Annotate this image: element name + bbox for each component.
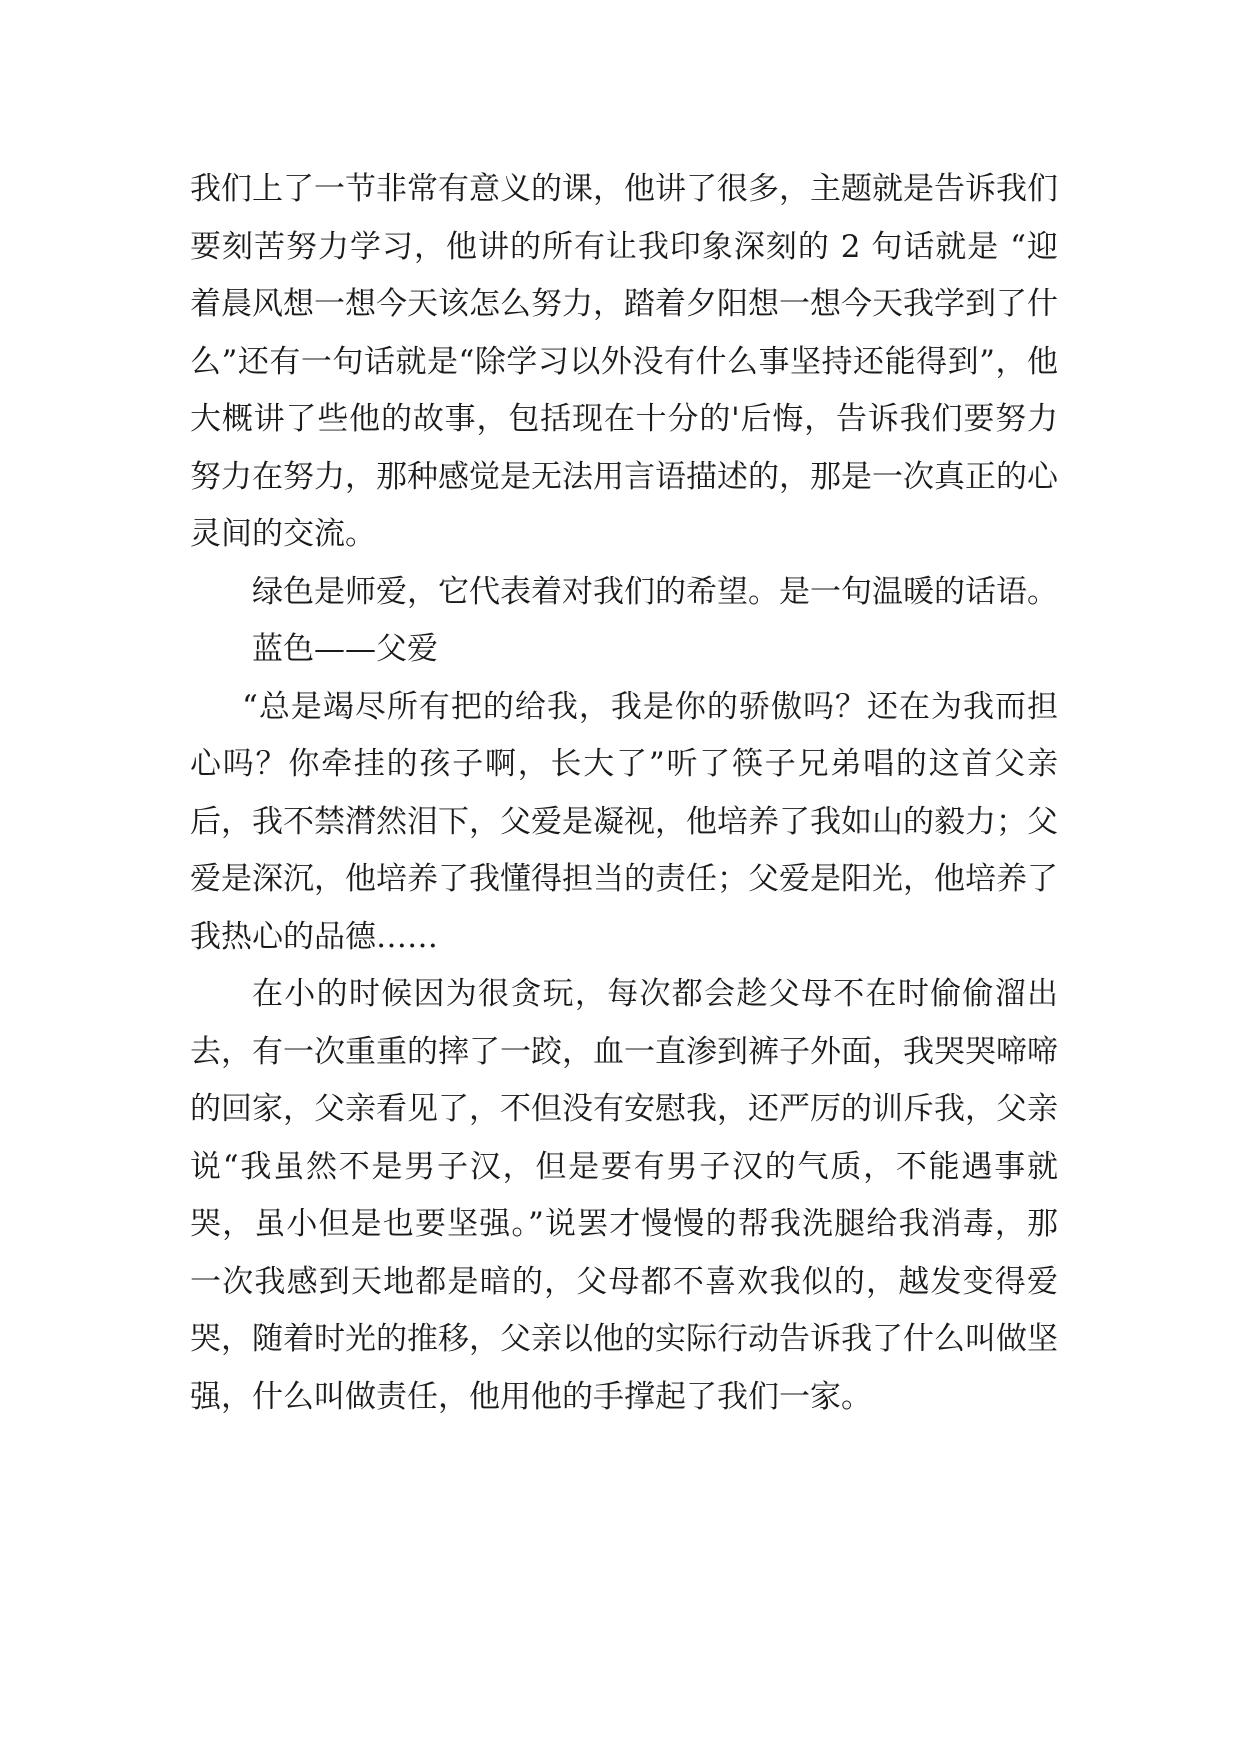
paragraph-teacher-lesson: 我们上了一节非常有意义的课，他讲了很多，主题就是告诉我们要刻苦努力学习，他讲的所有让我印象深刻的 2 句话就是 “迎着晨风想一想今天该怎么努力，踏着夕阳想一想今天我学到了什么”还有一句话就是“除学习以外没有什么事坚持还能得到”，他大概讲了些他的故事，包括现在十分的'后悔，告诉我们要努力努力在努力，那种感觉是无法用言语描述的，那是一次真正的心灵间的交流。 (190, 171, 1058, 552)
paragraph-father-song: “总是竭尽所有把的给我，我是你的骄傲吗？还在为我而担心吗？你牵挂的孩子啊，长大了”听了筷子兄弟唱的这首父亲后，我不禁潸然泪下，父爱是凝视，他培养了我如山的毅力；父爱是深沉，他培养了我懂得担当的责任；父爱是阳光，他培养了我热心的品德…… (190, 688, 1058, 955)
paragraph-childhood-story: 在小的时候因为很贪玩，每次都会趁父母不在时偷偷溜出去，有一次重重的摔了一跤，血一直渗到裤子外面，我哭哭啼啼的回家，父亲看见了，不但没有安慰我，还严厉的训斥我，父亲说“我虽然不是男子汉，但是要有男子汉的气质，不能遇事就哭，虽小但是也要坚强。”说罢才慢慢的帮我洗腿给我消毒，那一次我感到天地都是暗的，父母都不喜欢我似的，越发变得爱哭，随着时光的推移，父亲以他的实际行动告诉我了什么叫做坚强，什么叫做责任，他用他的手撑起了我们一家。 (190, 976, 1058, 1415)
document-page (190, 161, 1058, 1426)
paragraph-green-teacher-love: 绿色是师爱，它代表着对我们的希望。是一句温暖的话语。 (252, 573, 1058, 610)
section-heading-blue-father-love: 蓝色——父爱 (252, 631, 438, 667)
